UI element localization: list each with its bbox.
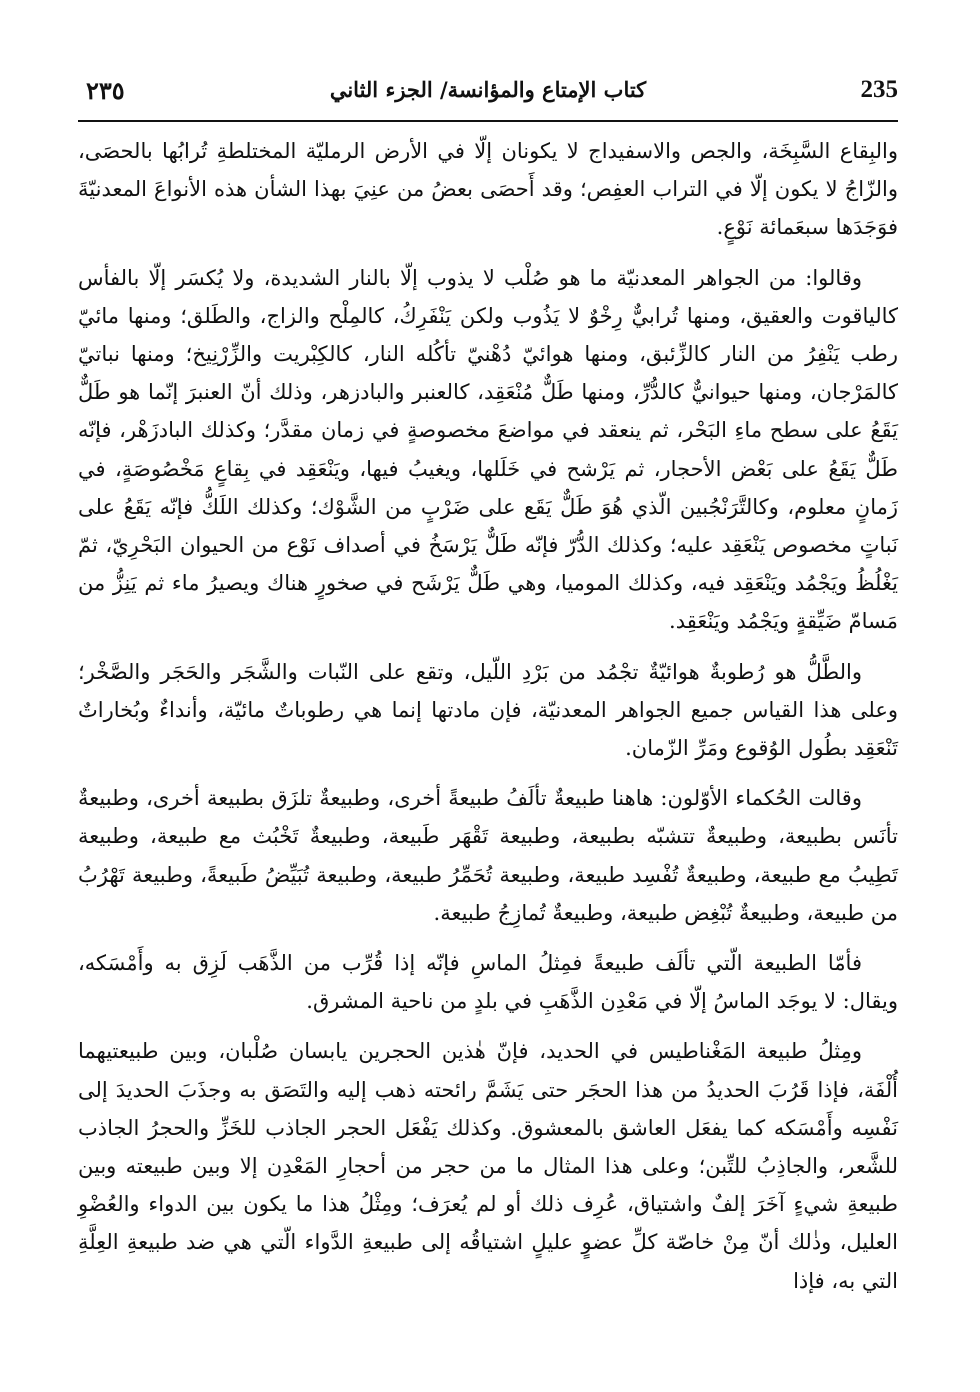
paragraph-1: والبِقاع السَّبِخَة، والجص والاسفيداج لا يكونان إلّا في الأرض الرمليّة المختلطةِ تُرابُها بالحصَى، والزّاجُ لا يكون إلّا في التراب العفِص؛ وقد أَحصَى بعضُ من عنِيَ بهذا الشأن هذه الأنواعَ المعدنيّةَ فوَجَدَها سبعَمائة نَوْعٍ. — [78, 139, 898, 240]
page-number-latin: 235 — [860, 76, 898, 103]
running-title: كتاب الإمتاع والمؤانسة/ الجزء الثاني — [329, 77, 647, 102]
header-rule — [78, 120, 898, 122]
page-header — [78, 76, 898, 110]
paragraph-5: فأمّا الطبيعة الّتي تألَف طبيعةً فمِثلُ الماسِ فإنّه إذا قُرِّب من الذَّهَب لَزِق به وأَمْسَكه، ويقال: لا يوجَد الماسُ إلّا في مَعْدِن الذَّهَبِ في بلدٍ من ناحية المشرق. — [78, 951, 898, 1014]
paragraph-3: والطَّلُّ هو رُطوبةٌ هوائيّةٌ تجْمُد من بَرْدِ اللّيل، وتقع على النّبات والشَّجَر والحَجَر والصَّخْر؛ وعلى هذا القياس جميع الجواهر المعدنيّة، فإن مادتها إنما هي رطوباتٌ مائيّة، وأنداءٌ وبُخاراتٌ تَنْعَقِد بطُول الوُقوع ومَرِّ الزّمان. — [78, 659, 898, 761]
paragraph-4: وقالت الحُكماء الأوّلون: هاهنا طبيعةٌ تألَفُ طبيعةً أخرى، وطبيعةٌ تلزَق بطبيعة أخرى، وطبيعةٌ تأنَس بطبيعة، وطبيعةٌ تتشبّه بطبيعة، وطبيعة تَقْهَر طَبيعة، وطبيعةٌ تَخْبُث مع طبيعة، وطبيعة تَطِيبُ مع طبيعة، وطبيعةٌ تُفْسِد طبيعة، وطبيعة تُحَمِّرُ طبيعة، وطبيعة تُبَيِّضُ طَبيعةً، وطبيعة تَهْرُبُ من طبيعة، وطبيعةٌ تُبْغِض طبيعة، وطبيعةٌ تُمازِجُ طبيعة. — [78, 786, 898, 925]
paragraph-6: ومِثلُ طبيعة المَغْناطيس في الحديد، فإنّ هٰذين الحجرين يابسان صُلْبان، وبين طبيعتيهما أُلْفَة، فإذا قَرُبَ الحديدُ من هذا الحجَر حتى يَشَمَّ رائحته ذهب إليه والتَصَق به وجذَبَ الحديدَ إلى نَفْسِه وأَمْسَكه كما يفعَل العاشق بالمعشوق. وكذلك يَفْعَل الحجر الجاذب للخَزِّ والحجرُ الجاذب للشَّعر، والجاذِبُ للتِّبن؛ وعلى هذا المثال ما من حجر من أحجارِ المَعْدِن إلا وبين طبيعته وبين طبيعةِ شيءٍ آخَرَ إلفٌ واشتياق، عُرِف ذلك أو لم يُعرَف؛ ومِثْلُ هذا ما يكون بين الدواء والعُضْوِ العليل، وذٰلك أنّ مِنْ خاصّة كلِّ عضوٍ عليلٍ اشتياقُه إلى طبيعةِ الدَّواء الّتي هي ضد طبيعةِ العِلَّةِ التي به، فإذا — [78, 1039, 898, 1293]
page-number-arabic: ٢٣٥ — [86, 76, 125, 105]
body-text — [78, 132, 898, 1312]
paragraph-2: وقالوا: من الجواهر المعدنيّة ما هو صُلْب لا يذوب إلّا بالنار الشديدة، ولا يُكسَر إلّا بالفأس كالياقوت والعقيق، ومنها تُرابيٌّ رِخْوٌ لا يَذُوب ولكن يَنْفَرِكُ، كالمِلْح والزاج، والطَلق؛ ومنها مائيّ رطب يَنْفِرُ من النار كالزِّئبق، ومنها هوائيّ دُهْنيّ تأكُله النار، كالكِبْريت والزِّرْنِيخ؛ ومنها نباتيّ كالمَرْجان، ومنها حيوانيٌّ كالدُّرِّ، ومنها طَلٌّ مُنْعَقِد، كالعنبر والبادزهر، وذلك أنّ العنبرَ إنّما هو طَلٌّ يَقَعُ على سطح ماءِ البَحْر، ثم ينعقد في مواضعَ مخصوصةٍ في زمان مقدَّر؛ وكذلك البادزَهْر، فإنّه طَلٌّ يَقَعُ على بَعْض الأحجار، ثم يَرْشح في خَلَلها، ويغيبُ فيها، ويَنْعَقِد في بِقاعٍ مَخْصُوصَةٍ، في زَمانٍ معلوم، وكالتَّرَنْجُبين الّذي هُوَ طَلٌّ يَقَع على ضَرْبٍ من الشَّوْك؛ وكذلك اللَكُّ فإنّه يَقَعُ على نَباتٍ مخصوص يَنْعَقِد عليه؛ وكذلك الدُّرّ فإنّه طَلٌّ يَرْسَخُ في أصداف نَوْع من الحيوان البَحْرِيّ، ثمّ يَغْلُظُ ويَجْمُد ويَنْعَقِد فيه، وكذلك الموميا، وهي طَلٌّ يَرْشَح في صخورٍ هناك ويصيرُ ماء ثم يَنِزُّ من مَسامّ ضَيِّقةٍ ويَجْمُد ويَنْعَقِد. — [78, 265, 898, 634]
